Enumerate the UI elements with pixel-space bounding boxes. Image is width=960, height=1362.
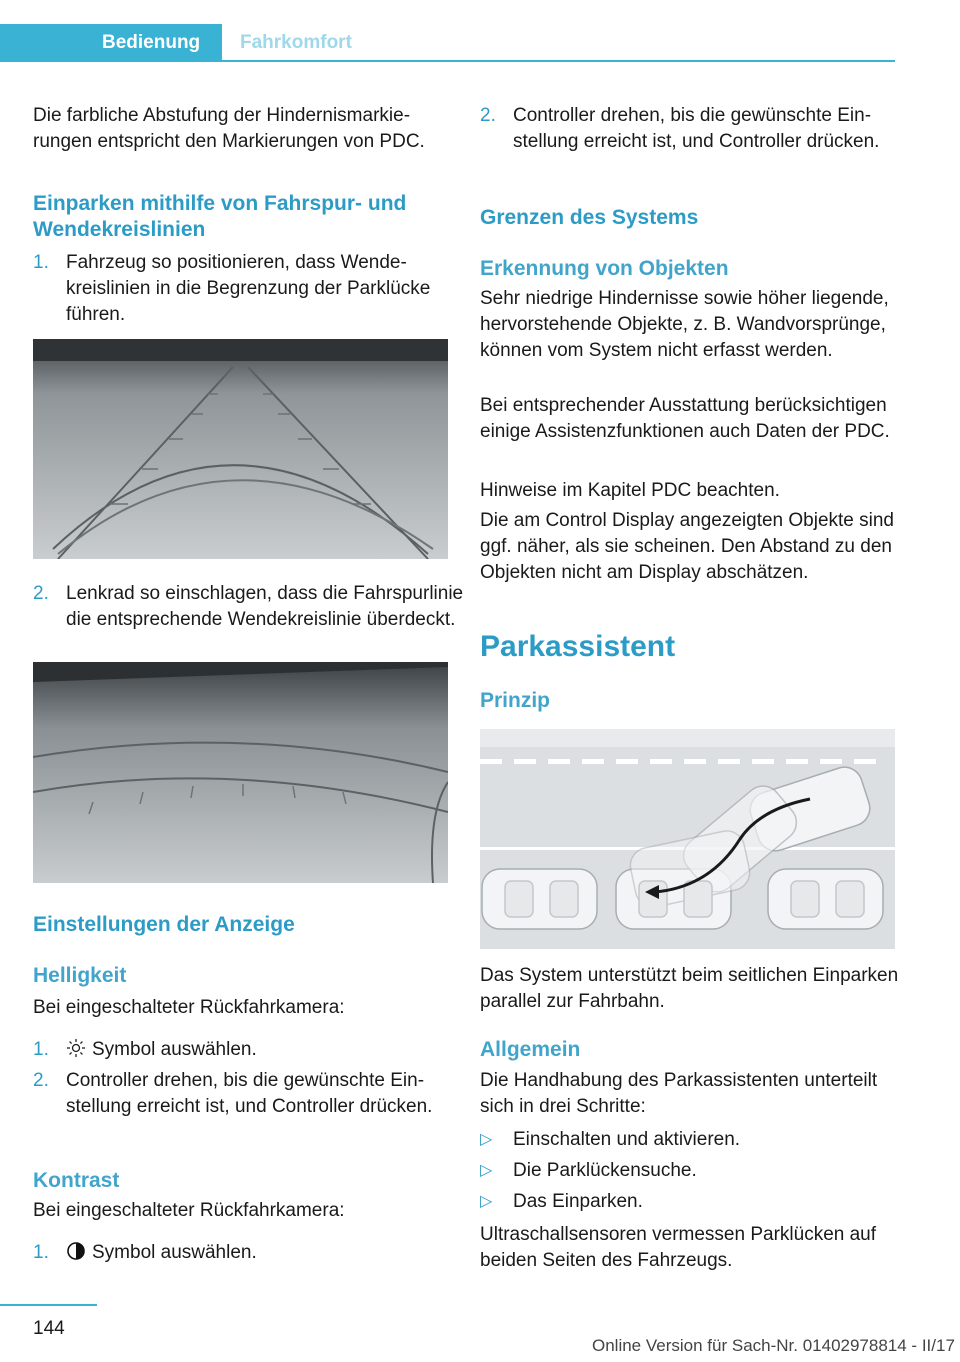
kontrast-intro: Bei eingeschalteter Rückfahrkamera: [33, 1200, 345, 1221]
heading-parkassistent: Parkassistent [480, 630, 676, 663]
heading-einparken-line1: Einparken mithilfe von Fahrspur- und [33, 192, 407, 215]
closing-paragraph: Ultraschallsensoren vermessen Parklücken auf beiden Seiten des Fahrzeugs. [480, 1224, 877, 1271]
heading-prinzip: Prinzip [480, 689, 551, 712]
triangle-bullet-icon: ▷ [480, 1131, 493, 1148]
allgemein-text: Die Handhabung des Parkassistenten unterteilt sich in drei Schritte: [480, 1070, 878, 1117]
heading-allgemein: Allgemein [480, 1038, 581, 1061]
heading-einparken-line2: Wendekreislinien [33, 218, 206, 241]
page-number: 144 [33, 1318, 65, 1339]
header-divider [0, 60, 895, 62]
intro-paragraph: Die farbliche Abstufung der Hindernismarkierungen entspricht den Markierungen von PDC. [33, 105, 425, 152]
online-version-note: Online Version für Sach-Nr. 01402978814 - II/17 [592, 1336, 955, 1355]
step-1-positionieren [33, 250, 481, 328]
triangle-bullet-icon: ▷ [480, 1193, 493, 1210]
heading-einparken [33, 191, 453, 243]
rear-camera-lane-line-image [33, 662, 448, 883]
step-text: Controller drehen, bis die gewünschte Einstellung erreicht ist, und Controller drücken. [66, 1070, 433, 1117]
kontrast-step-1 [33, 1240, 481, 1266]
step-text: Controller drehen, bis die gewünschte Einstellung erreicht ist, und Controller drücken. [513, 105, 880, 152]
chapter-tab-bar [0, 0, 895, 62]
right-step-2-controller [480, 103, 928, 155]
paragraph-assistenz: Bei entsprechender Ausstattung berücksichtigen einige Assistenzfunktionen auch Daten der PDC. [480, 395, 890, 442]
heading-grenzen: Grenzen des Systems [480, 206, 699, 229]
brightness-icon [66, 1038, 86, 1058]
paragraph-hindernisse: Sehr niedrige Hindernisse sowie höher liegende, hervorstehende Objekte, z. B. Wandvorsprünge, können vom System nicht erfasst werden. [480, 288, 889, 361]
step-text: Fahrzeug so positionieren, dass Wendekreislinien in die Begrenzung der Parklücke führen. [66, 252, 431, 325]
tab-fahrkomfort-label[interactable]: Fahrkomfort [240, 32, 352, 53]
helligkeit-intro: Bei eingeschalteter Rückfahrkamera: [33, 997, 345, 1018]
triangle-bullet-icon: ▷ [480, 1162, 493, 1179]
step-number: 2. [480, 105, 496, 126]
step-text: Symbol auswählen. [92, 1242, 257, 1263]
step-number: 1. [33, 1039, 49, 1060]
step-number: 1. [33, 252, 49, 273]
bullet-einparken [480, 1189, 928, 1215]
step-number: 1. [33, 1242, 49, 1263]
bullet-einschalten [480, 1127, 928, 1153]
paragraph-control-display: Die am Control Display angezeigten Objekte sind ggf. näher, als sie scheinen. Den Abstand zu den Objekten nicht am Display abschätzen. [480, 510, 894, 583]
footer-divider [0, 1304, 97, 1306]
heading-einstellungen: Einstellungen der Anzeige [33, 913, 295, 936]
bullet-text: Das Einparken. [513, 1191, 643, 1212]
bullet-parkluecke [480, 1158, 928, 1184]
paragraph-hinweise: Hinweise im Kapitel PDC beachten. [480, 480, 780, 501]
prinzip-text: Das System unterstützt beim seitlichen Einparken parallel zur Fahrbahn. [480, 965, 899, 1012]
step-number: 2. [33, 583, 49, 604]
bullet-text: Einschalten und aktivieren. [513, 1129, 741, 1150]
step-text: Lenkrad so einschlagen, dass die Fahrspurlinie die entsprechende Wendekreislinie überdeckt. [66, 583, 464, 630]
helligkeit-step-2 [33, 1068, 481, 1120]
helligkeit-step-1 [33, 1037, 481, 1063]
step-number: 2. [33, 1070, 49, 1091]
heading-erkennung: Erkennung von Objekten [480, 257, 729, 280]
tab-bedienung-label: Bedienung [102, 32, 201, 53]
rear-camera-turning-lines-image [33, 339, 448, 559]
step-text: Symbol auswählen. [92, 1039, 257, 1060]
contrast-icon [66, 1241, 86, 1261]
step-2-lenkrad [33, 581, 481, 633]
parallel-parking-diagram [480, 729, 895, 949]
bullet-text: Die Parklückensuche. [513, 1160, 697, 1181]
heading-kontrast: Kontrast [33, 1169, 120, 1192]
heading-helligkeit: Helligkeit [33, 964, 127, 987]
